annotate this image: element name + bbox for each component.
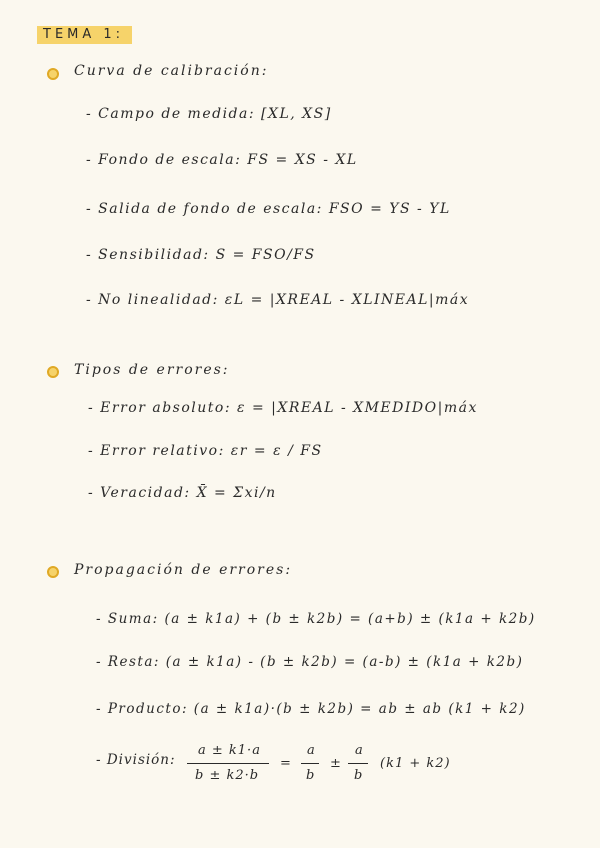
formula-line: - Resta: (a ± k1a) - (b ± k2b) = (a-b) ± (k1a + k2b): [96, 654, 524, 670]
formula-line: - Sensibilidad: S = FSO/FS: [86, 247, 316, 263]
formula-line: - Producto: (a ± k1a)·(b ± k2b) = ab ± ab (k1 + k2): [96, 701, 526, 717]
fraction-denominator: b ± k2·b: [195, 768, 260, 783]
fraction-bar: [187, 763, 269, 764]
bullet-icon: [47, 566, 59, 578]
formula-line: - Salida de fondo de escala: FSO = YS - YL: [86, 201, 451, 217]
fraction-denominator: b: [306, 768, 316, 783]
page-title: TEMA 1:: [37, 26, 132, 44]
formula-line: - Campo de medida: [XL, XS]: [86, 106, 332, 122]
plus-minus-sign: ±: [330, 756, 342, 771]
formula-line: - Error absoluto: ε = |XREAL - XMEDIDO|máx: [88, 400, 478, 416]
fraction-numerator: a ± k1·a: [198, 743, 261, 758]
formula-line: - Veracidad: X̄ = Σxi/n: [88, 485, 277, 501]
formula-line: - Suma: (a ± k1a) + (b ± k2b) = (a+b) ± (k1a + k2b): [96, 611, 536, 627]
fraction-numerator: a: [307, 743, 316, 758]
fraction-denominator: b: [354, 768, 364, 783]
formula-line: - Fondo de escala: FS = XS - XL: [86, 152, 358, 168]
division-label: - División:: [96, 752, 176, 768]
fraction-bar: [348, 763, 368, 764]
fraction-numerator: a: [355, 743, 364, 758]
division-tail: (k1 + k2): [380, 756, 451, 771]
fraction-bar: [301, 763, 319, 764]
section-heading-calibration: Curva de calibración:: [74, 63, 269, 79]
section-heading-errors: Tipos de errores:: [74, 362, 230, 378]
bullet-icon: [47, 68, 59, 80]
formula-line: - Error relativo: εr = ε / FS: [88, 443, 323, 459]
section-heading-propagation: Propagación de errores:: [74, 562, 293, 578]
equals-sign: =: [280, 756, 292, 771]
bullet-icon: [47, 366, 59, 378]
formula-line: - No linealidad: εL = |XREAL - XLINEAL|máx: [86, 292, 470, 308]
